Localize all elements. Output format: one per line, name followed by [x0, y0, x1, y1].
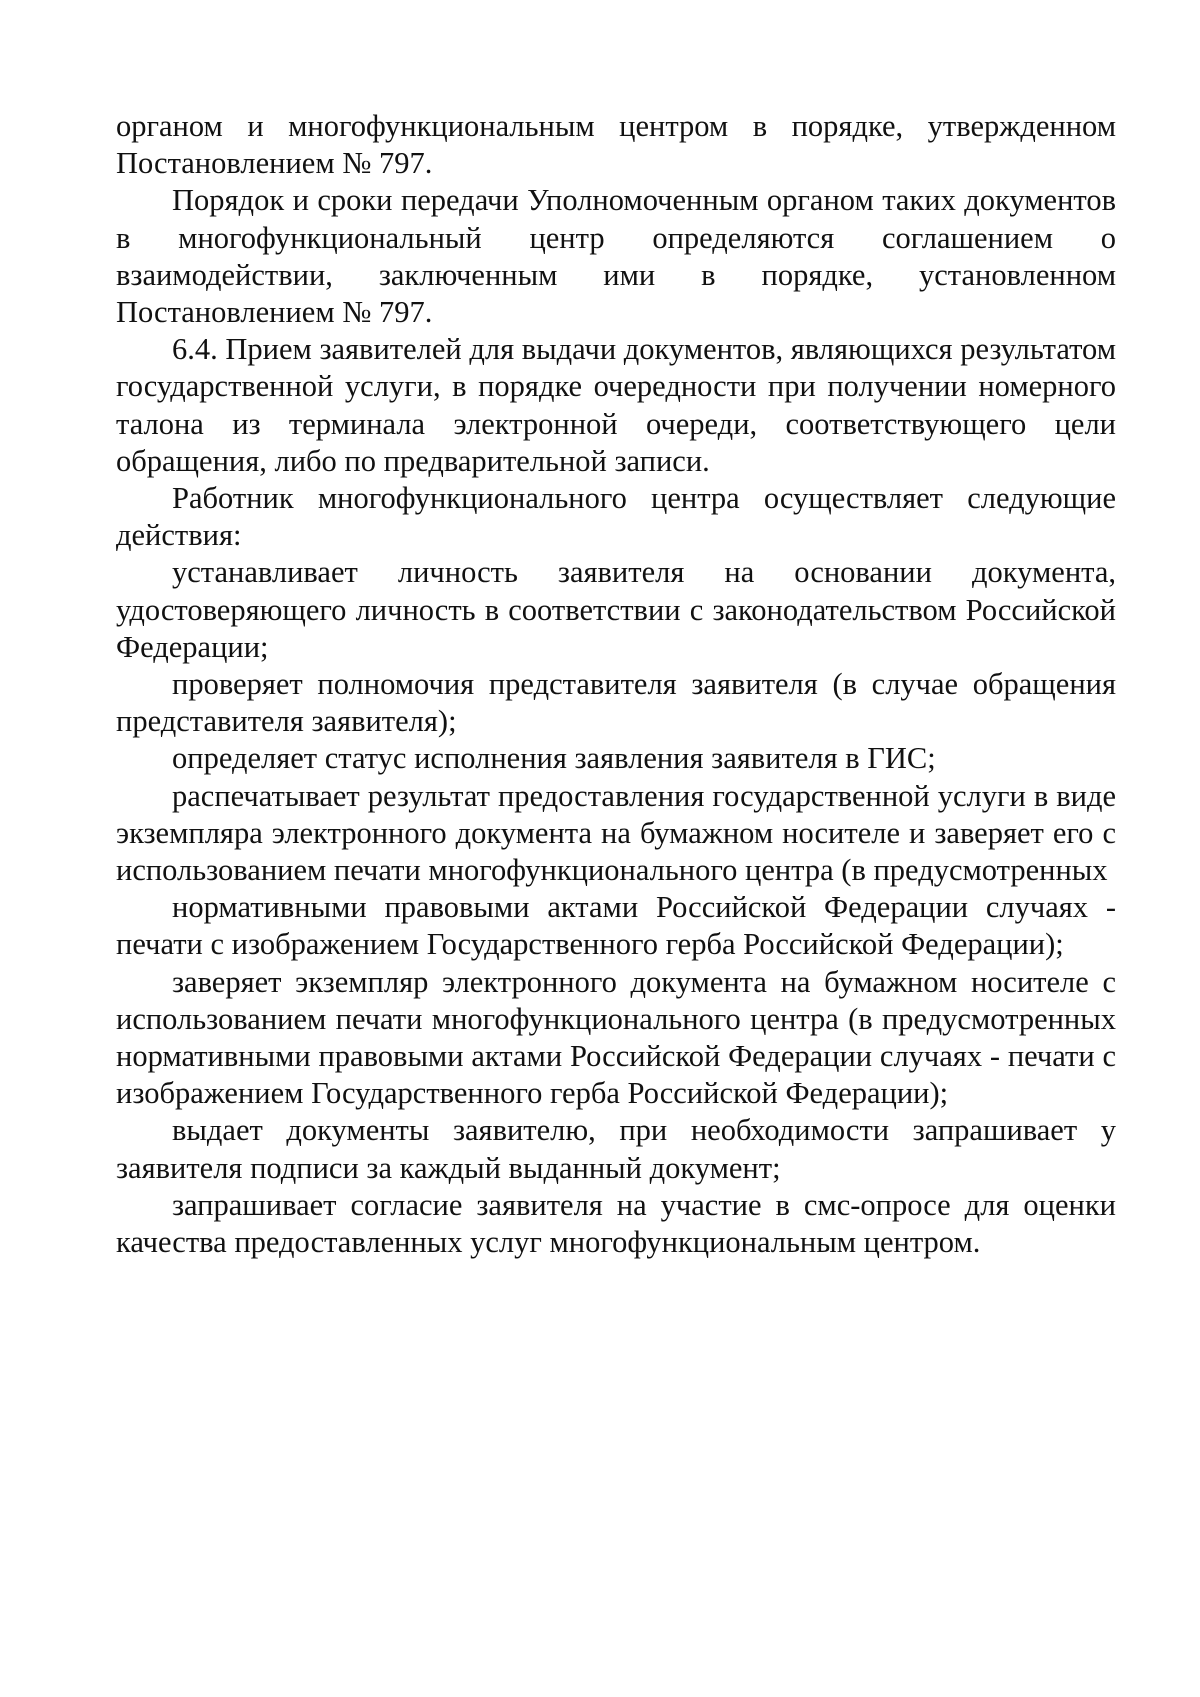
paragraph-certify-copy: заверяет экземпляр электронного документа на бумажном носителе с использованием печати многофункционального центра (в предусмотренных нормативными правовыми актами Российской Федерации случаях - печати с изображением Государственного герба Российской Федерации); — [116, 964, 1116, 1111]
paragraph-print-result: распечатывает результат предоставления государственной услуги в виде экземпляра электронного документа на бумажном носителе и заверяет его с использованием печати многофункционального центра (в предусмотренных — [116, 778, 1116, 888]
paragraph-continuation: органом и многофункциональным центром в порядке, утвержденном Постановлением № 797. — [116, 109, 1116, 181]
paragraph-sms-survey: запрашивает согласие заявителя на участие в смс-опросе для оценки качества предоставленных услуг многофункциональным центром. — [116, 1187, 1116, 1260]
document-page — [116, 108, 1116, 1261]
paragraph-status-check: определяет статус исполнения заявления заявителя в ГИС; — [172, 741, 936, 776]
paragraph-issue-documents: выдает документы заявителю, при необходимости запрашивает у заявителя подписи за каждый выданный документ; — [116, 1113, 1116, 1185]
paragraph-authority-check: проверяет полномочия представителя заявителя (в случае обращения представителя заявителя); — [116, 667, 1116, 739]
paragraph-identity-check: устанавливает личность заявителя на основании документа, удостоверяющего личность в соответствии с законодательством Российской Федерации; — [116, 555, 1116, 664]
paragraph-6-4: 6.4. Прием заявителей для выдачи документов, являющихся результатом государственной услуги, в порядке очередности при получении номерного талона из терминала электронной очереди, соответствующего цели обращения, либо по предварительной записи. — [116, 332, 1116, 478]
paragraph-print-result-cont: нормативными правовыми актами Российской Федерации случаях - печати с изображением Государственного герба Российской Федерации); — [116, 890, 1116, 962]
paragraph-worker-actions: Работник многофункционального центра осуществляет следующие действия: — [116, 481, 1116, 553]
paragraph-transfer-terms: Порядок и сроки передачи Уполномоченным органом таких документов в многофункциональный центр определяются соглашением о взаимодействии, заключенным ими в порядке, установленном Постановлением № 797. — [116, 183, 1116, 330]
